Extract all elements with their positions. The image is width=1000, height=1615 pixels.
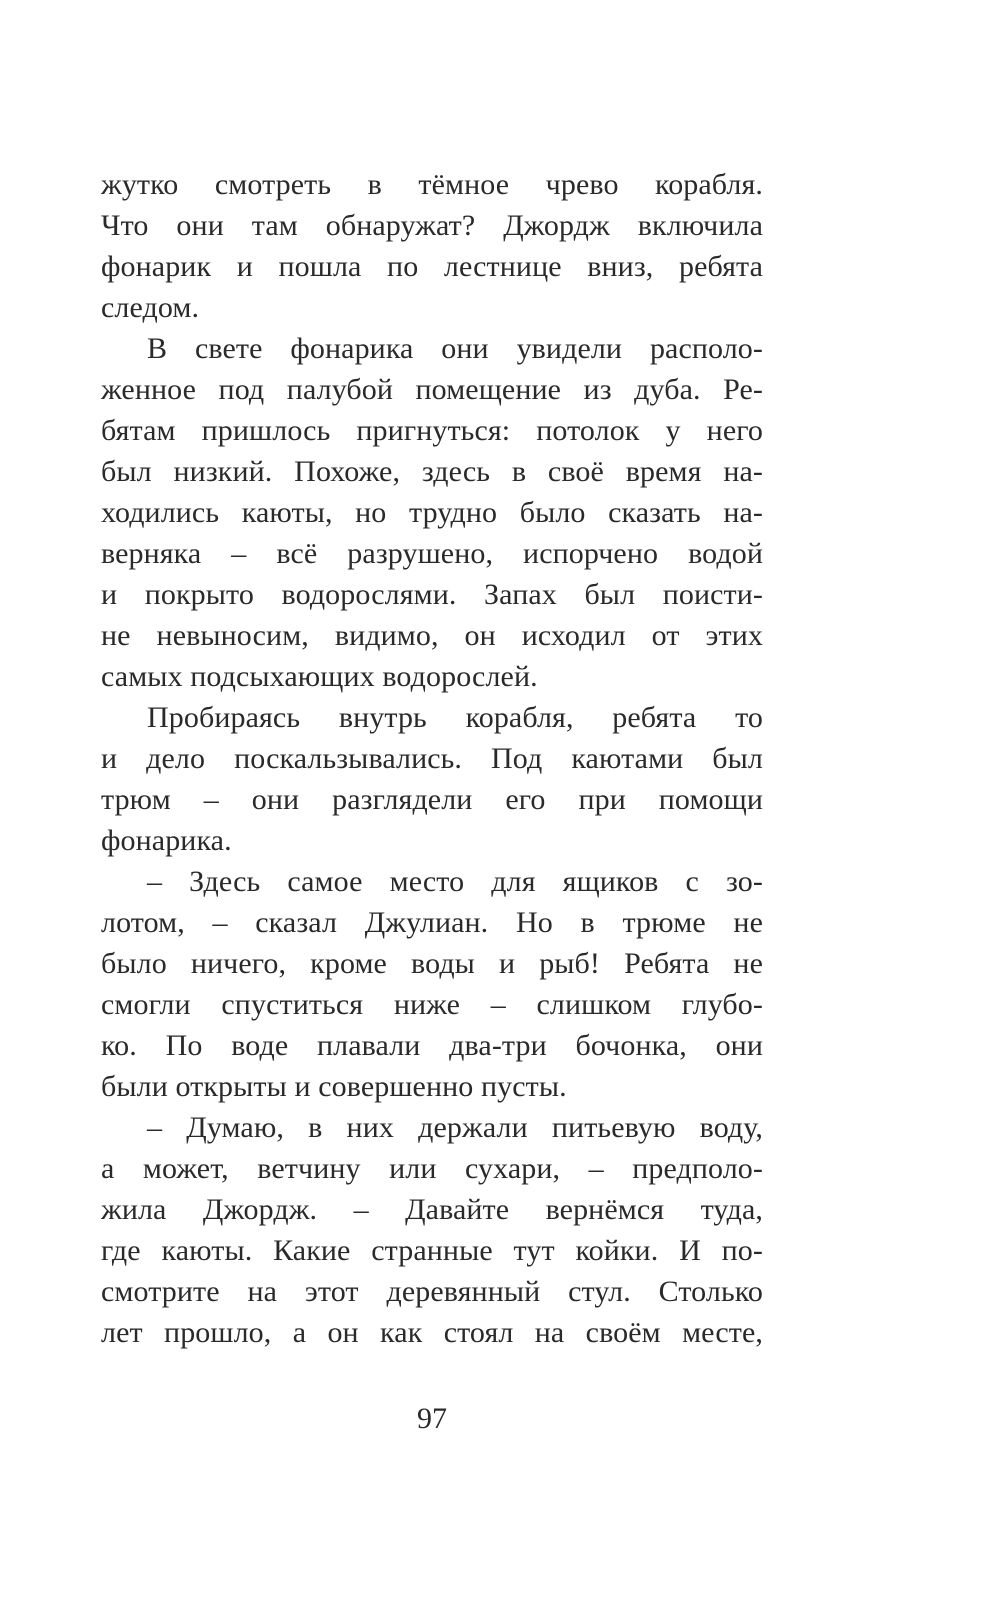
text-line: Что они там обнаружат? Джордж включила (101, 209, 763, 242)
text-line: трюм – они разглядели его при помощи (101, 783, 763, 816)
text-line: бятам пришлось пригнуться: потолок у него (101, 414, 763, 447)
text-line: лет прошло, а он как стоял на своём месте, (101, 1316, 763, 1349)
text-line: смогли спуститься ниже – слишком глубо- (101, 988, 763, 1021)
text-line: где каюты. Какие странные тут койки. И по- (101, 1234, 763, 1267)
text-line: женное под палубой помещение из дуба. Ре- (101, 373, 763, 406)
text-line: Пробираясь внутрь корабля, ребята то (147, 701, 763, 734)
text-line: смотрите на этот деревянный стул. Столько (101, 1275, 763, 1308)
text-line: и покрыто водорослями. Запах был поисти- (101, 578, 763, 611)
text-line: было ничего, кроме воды и рыб! Ребята не (101, 947, 763, 980)
text-line: – Думаю, в них держали питьевую воду, (147, 1111, 763, 1144)
text-line: – Здесь самое место для ящиков с зо- (147, 865, 763, 898)
text-line: были открыты и совершенно пусты. (101, 1070, 567, 1103)
text-line: жутко смотреть в тёмное чрево корабля. (101, 168, 763, 201)
body-text (101, 164, 763, 1353)
text-line: фонарик и пошла по лестнице вниз, ребята (101, 250, 763, 283)
text-line: был низкий. Похоже, здесь в своё время на- (101, 455, 763, 488)
text-line: жила Джордж. – Давайте вернёмся туда, (101, 1193, 763, 1226)
text-line: ходились каюты, но трудно было сказать на- (101, 496, 763, 529)
text-line: не невыносим, видимо, он исходил от этих (101, 619, 763, 652)
text-line: ко. По воде плавали два-три бочонка, они (101, 1029, 763, 1062)
text-line: следом. (101, 291, 200, 324)
page-number: 97 (417, 1402, 447, 1435)
text-line: лотом, – сказал Джулиан. Но в трюме не (101, 906, 763, 939)
text-line: В свете фонарика они увидели располо- (147, 332, 763, 365)
text-line: и дело поскальзывались. Под каютами был (101, 742, 763, 775)
text-line: а может, ветчину или сухари, – предполо- (101, 1152, 763, 1185)
text-line: фонарика. (101, 824, 232, 857)
text-line: верняка – всё разрушено, испорчено водой (101, 537, 763, 570)
text-line: самых подсыхающих водорослей. (101, 660, 538, 693)
